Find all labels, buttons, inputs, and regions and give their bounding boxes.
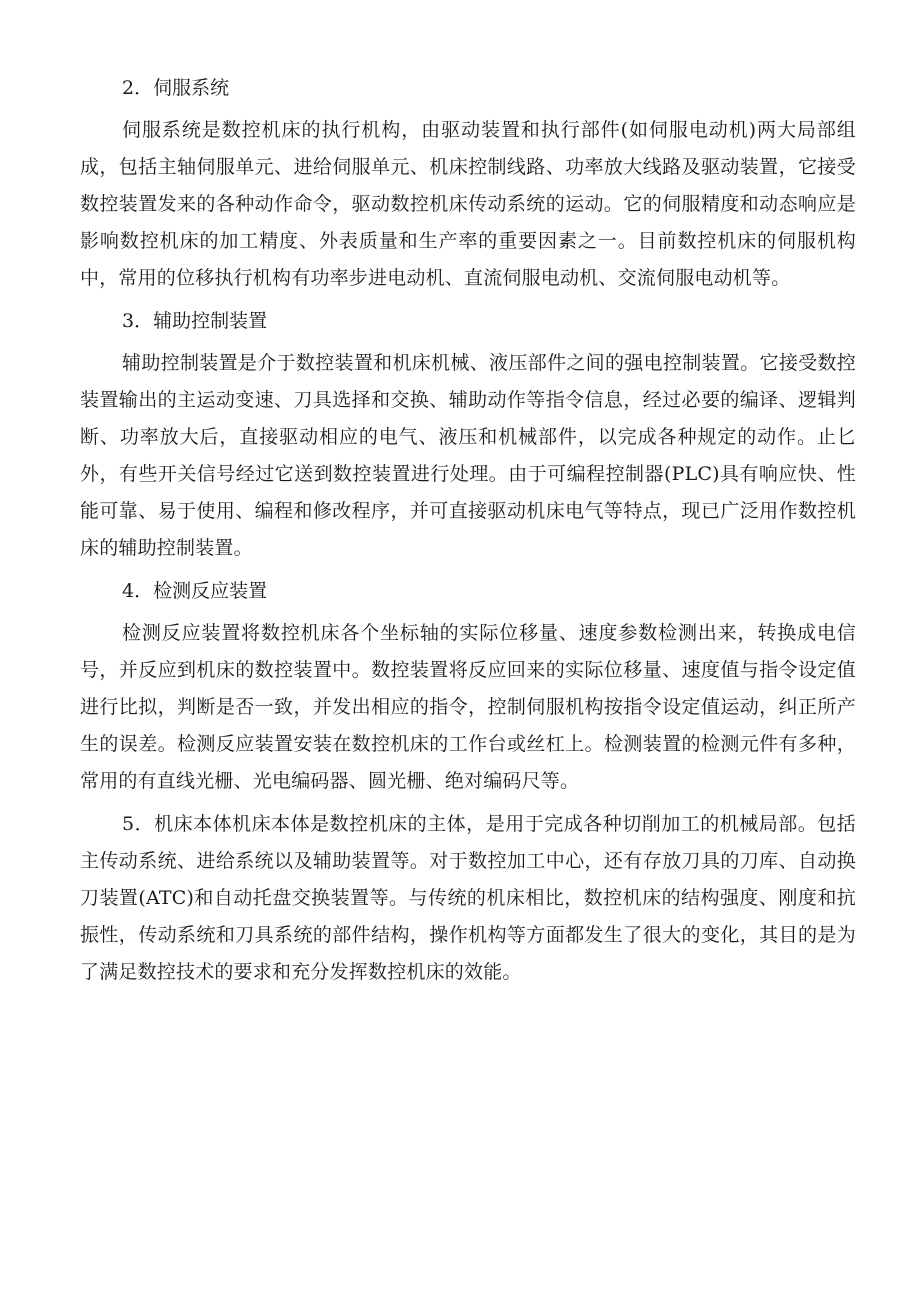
document-body bbox=[80, 70, 856, 991]
section-heading-auxiliary-control: 3．辅助控制装置 bbox=[122, 310, 268, 332]
section-paragraph-feedback: 检测反应装置将数控机床各个坐标轴的实际位移量、速度参数检测出来，转换成电信号，并反应到机床的数控装置中。数控装置将反应回来的实际位移量、速度值与指令设定值进行比拟，判断是否一致，并发出相应的指令，控制伺服机构按指令设定值运动，纠正所产生的误差。检测反应装置安装在数控机床的工作台或丝杠上。检测装置的检测元件有多种，常用的有直线光栅、光电编码器、圆光栅、绝对编码尺等。 bbox=[80, 622, 856, 792]
section-heading-feedback: 4．检测反应装置 bbox=[122, 580, 268, 602]
section-heading-servo: 2．伺服系统 bbox=[122, 77, 230, 99]
section-paragraph-auxiliary-control: 辅助控制装置是介于数控装置和机床机械、液压部件之间的强电控制装置。它接受数控装置输出的主运动变速、刀具选择和交换、辅助动作等指令信息，经过必要的编译、逻辑判断、功率放大后，直接驱动相应的电气、液压和机械部件，以完成各种规定的动作。止匕外，有些开关信号经过它送到数控装置进行处理。由于可编程控制器(PLC)具有响应快、性能可靠、易于使用、编程和修改程序，并可直接驱动机床电气等特点，现已广泛用作数控机床的辅助控制装置。 bbox=[80, 352, 856, 559]
section-paragraph-machine-body: 5．机床本体机床本体是数控机床的主体，是用于完成各种切削加工的机械局部。包括主传动系统、进给系统以及辅助装置等。对于数控加工中心，还有存放刀具的刀库、自动换刀装置(ATC)和自动托盘交换装置等。与传统的机床相比，数控机床的结构强度、刚度和抗振性，传动系统和刀具系统的部件结构，操作机构等方面都发生了很大的变化，其目的是为了满足数控技术的要求和充分发挥数控机床的效能。 bbox=[80, 813, 856, 983]
section-paragraph-servo: 伺服系统是数控机床的执行机构，由驱动装置和执行部件(如伺服电动机)两大局部组成，包括主轴伺服单元、进给伺服单元、机床控制线路、功率放大线路及驱动装置，它接受数控装置发来的各种动作命令，驱动数控机床传动系统的运动。它的伺服精度和动态响应是影响数控机床的加工精度、外表质量和生产率的重要因素之一。目前数控机床的伺服机构中，常用的位移执行机构有功率步进电动机、直流伺服电动机、交流伺服电动机等。 bbox=[80, 119, 856, 289]
